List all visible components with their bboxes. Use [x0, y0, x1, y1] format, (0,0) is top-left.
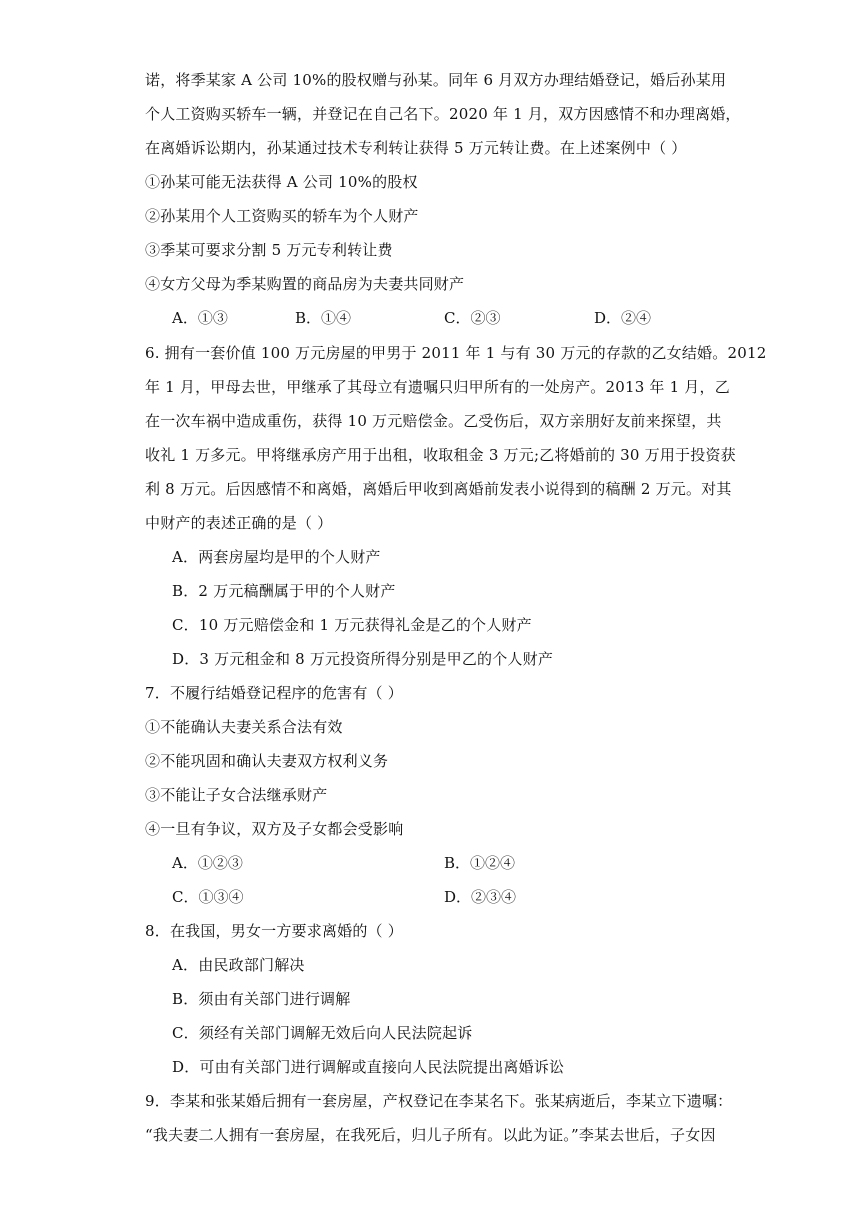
q6-stem-line-3: 在一次车祸中造成重伤，获得 10 万元赔偿金。乙受伤后，双方亲朋好友前来探望，共 — [145, 412, 722, 430]
q7-option-d: D．②③④ — [444, 888, 517, 906]
q7-option-c: C．①③④ — [172, 888, 244, 906]
q6-stem-line-6: 中财产的表述正确的是（ ） — [145, 514, 333, 532]
q9-stem-line-1: 9．李某和张某婚后拥有一套房屋，产权登记在李某名下。张某病逝后，李某立下遗嘱： — [145, 1092, 733, 1110]
q5-option-d: D．②④ — [594, 309, 652, 327]
q5-option-c: C．②③ — [444, 309, 501, 327]
q6-stem-line-4: 收礼 1 万多元。甲将继承房产用于出租，收取租金 3 万元;乙将婚前的 30 万用于投资获 — [145, 446, 736, 464]
q6-stem-line-1: 6. 拥有一套价值 100 万元房屋的甲男于 2011 年 1 与有 30 万元的存款的乙女结婚。2012 — [145, 344, 767, 362]
q6-stem-line-2: 年 1 月，甲母去世，甲继承了其母立有遗嘱只归甲所有的一处房产。2013 年 1 月，乙 — [145, 378, 730, 396]
q8-option-b: B．须由有关部门进行调解 — [172, 990, 351, 1008]
q8-option-d: D．可由有关部门进行调解或直接向人民法院提出离婚诉讼 — [172, 1058, 565, 1076]
q8-option-a: A．由民政部门解决 — [172, 956, 305, 974]
q6-stem-line-5: 利 8 万元。后因感情不和离婚，离婚后甲收到离婚前发表小说得到的稿酬 2 万元。对其 — [145, 480, 732, 498]
q9-stem-line-2: “我夫妻二人拥有一套房屋，在我死后，归儿子所有。以此为证。”李某去世后，子女因 — [145, 1126, 716, 1144]
q5-stem-line-3: 在离婚诉讼期内，孙某通过技术专利转让获得 5 万元转让费。在上述案例中（ ） — [145, 139, 687, 157]
q7-option-b: B．①②④ — [444, 854, 516, 872]
q7-item-2: ②不能巩固和确认夫妻双方权利义务 — [145, 752, 389, 770]
q5-item-1: ①孙某可能无法获得 A 公司 10%的股权 — [145, 173, 418, 191]
q7-stem: 7．不履行结婚登记程序的危害有（ ） — [145, 684, 403, 702]
q6-option-b: B．2 万元稿酬属于甲的个人财产 — [172, 582, 396, 600]
q7-item-3: ③不能让子女合法继承财产 — [145, 786, 328, 804]
q7-option-a: A．①②③ — [172, 854, 243, 872]
q5-item-3: ③季某可要求分割 5 万元专利转让费 — [145, 241, 393, 259]
q7-item-1: ①不能确认夫妻关系合法有效 — [145, 718, 343, 736]
q5-item-2: ②孙某用个人工资购买的轿车为个人财产 — [145, 207, 419, 225]
q5-item-4: ④女方父母为季某购置的商品房为夫妻共同财产 — [145, 275, 465, 293]
q5-option-a: A．①③ — [172, 309, 228, 327]
q8-option-c: C．须经有关部门调解无效后向人民法院起诉 — [172, 1024, 473, 1042]
q6-option-c: C．10 万元赔偿金和 1 万元获得礼金是乙的个人财产 — [172, 616, 532, 634]
q8-stem: 8．在我国，男女一方要求离婚的（ ） — [145, 922, 403, 940]
q7-item-4: ④一旦有争议，双方及子女都会受影响 — [145, 820, 404, 838]
q6-option-d: D．3 万元租金和 8 万元投资所得分别是甲乙的个人财产 — [172, 650, 554, 668]
q5-stem-line-1: 诺，将季某家 A 公司 10%的股权赠与孙某。同年 6 月双方办理结婚登记，婚后孙某用 — [145, 71, 727, 89]
q5-stem-line-2: 个人工资购买轿车一辆，并登记在自己名下。2020 年 1 月，双方因感情不和办理离婚， — [145, 105, 741, 123]
q5-option-b: B．①④ — [295, 309, 352, 327]
q6-option-a: A．两套房屋均是甲的个人财产 — [172, 548, 381, 566]
